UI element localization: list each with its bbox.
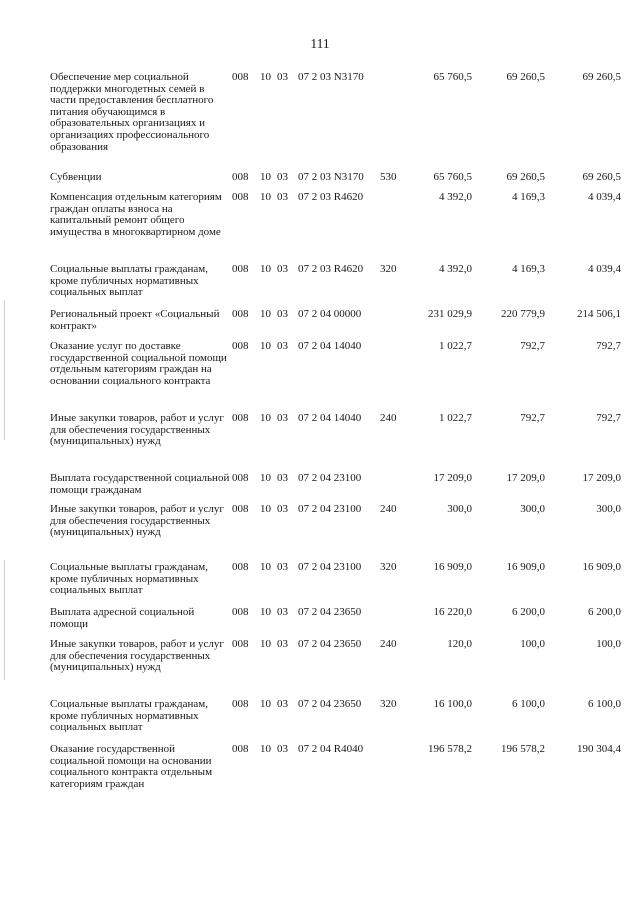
row-description: Оказание услуг по доставке государственной социальной помощи отдельным категориям граждан на основании социального контракта [50,340,227,387]
column-amount-1: 231 029,9 [428,308,472,320]
column-podrazdel: 03 [277,340,288,352]
column-amount-3: 6 200,0 [588,606,621,618]
column-razdel: 10 [260,743,271,755]
column-amount-1: 65 760,5 [433,171,472,183]
column-expense-type: 320 [380,561,397,573]
column-vedomstvo: 008 [232,191,249,203]
row-description: Оказание государственной социальной помощи на основании социального контракта отдельным категориям граждан [50,743,213,790]
column-amount-3: 4 039,4 [588,263,621,275]
column-vedomstvo: 008 [232,698,249,710]
column-target-article: 07 2 04 23100 [298,561,362,573]
column-amount-3: 792,7 [596,340,621,352]
column-razdel: 10 [260,308,271,320]
column-razdel: 10 [260,561,271,573]
column-expense-type: 320 [380,698,397,710]
column-vedomstvo: 008 [232,412,249,424]
column-amount-3: 69 260,5 [582,171,621,183]
column-amount-2: 4 169,3 [512,191,545,203]
column-amount-3: 100,0 [596,638,621,650]
column-expense-type: 240 [380,503,397,515]
column-amount-2: 6 200,0 [512,606,545,618]
column-target-article: 07 2 04 14040 [298,340,362,352]
column-vedomstvo: 008 [232,503,249,515]
column-amount-1: 65 760,5 [433,71,472,83]
column-vedomstvo: 008 [232,472,249,484]
row-description: Иные закупки товаров, работ и услуг для обеспечения государственных (муниципальных) нужд [50,503,224,539]
column-amount-2: 792,7 [520,412,545,424]
column-vedomstvo: 008 [232,340,249,352]
column-podrazdel: 03 [277,191,288,203]
column-razdel: 10 [260,191,271,203]
column-podrazdel: 03 [277,171,288,183]
column-expense-type: 240 [380,638,397,650]
column-vedomstvo: 008 [232,743,249,755]
column-amount-1: 17 209,0 [433,472,472,484]
row-description: Социальные выплаты гражданам, кроме публичных нормативных социальных выплат [50,263,208,299]
row-description: Иные закупки товаров, работ и услуг для обеспечения государственных (муниципальных) нужд [50,412,224,448]
row-description: Компенсация отдельным категориям граждан оплаты взноса на капитальный ремонт общего имущества в многоквартирном доме [50,191,222,238]
column-amount-1: 120,0 [447,638,472,650]
column-target-article: 07 2 03 N3170 [298,171,364,183]
column-amount-1: 16 100,0 [433,698,472,710]
column-amount-1: 1 022,7 [439,412,472,424]
column-vedomstvo: 008 [232,561,249,573]
column-amount-3: 4 039,4 [588,191,621,203]
row-description: Выплата адресной социальной помощи [50,606,195,630]
column-amount-2: 6 100,0 [512,698,545,710]
column-vedomstvo: 008 [232,638,249,650]
column-podrazdel: 03 [277,308,288,320]
column-target-article: 07 2 04 23100 [298,503,362,515]
column-amount-2: 196 578,2 [501,743,545,755]
column-razdel: 10 [260,263,271,275]
column-amount-2: 300,0 [520,503,545,515]
column-amount-2: 100,0 [520,638,545,650]
column-podrazdel: 03 [277,263,288,275]
column-razdel: 10 [260,638,271,650]
column-target-article: 07 2 04 23100 [298,472,362,484]
column-razdel: 10 [260,606,271,618]
column-vedomstvo: 008 [232,263,249,275]
scan-margin-mark [4,300,5,440]
column-razdel: 10 [260,698,271,710]
column-amount-2: 69 260,5 [506,171,545,183]
column-razdel: 10 [260,472,271,484]
column-vedomstvo: 008 [232,71,249,83]
column-amount-3: 792,7 [596,412,621,424]
column-amount-3: 190 304,4 [577,743,621,755]
row-description: Региональный проект «Социальный контракт» [50,308,220,332]
row-description: Иные закупки товаров, работ и услуг для обеспечения государственных (муниципальных) нужд [50,638,224,674]
column-podrazdel: 03 [277,472,288,484]
row-description: Обеспечение мер социальной поддержки многодетных семей в части предоставления бесплатного питания обучающимся в образовательных организациях и организациях профессионального образования [50,71,214,153]
column-amount-2: 16 909,0 [506,561,545,573]
column-expense-type: 240 [380,412,397,424]
column-amount-2: 220 779,9 [501,308,545,320]
column-razdel: 10 [260,71,271,83]
row-description: Субвенции [50,171,102,183]
column-target-article: 07 2 03 R4620 [298,263,364,275]
column-vedomstvo: 008 [232,308,249,320]
column-amount-3: 300,0 [596,503,621,515]
column-amount-3: 6 100,0 [588,698,621,710]
column-podrazdel: 03 [277,503,288,515]
column-target-article: 07 2 04 00000 [298,308,362,320]
row-description: Выплата государственной социальной помощи гражданам [50,472,230,496]
column-amount-1: 16 220,0 [433,606,472,618]
column-target-article: 07 2 04 23650 [298,606,362,618]
column-target-article: 07 2 03 R4620 [298,191,364,203]
column-amount-2: 69 260,5 [506,71,545,83]
row-description: Социальные выплаты гражданам, кроме публичных нормативных социальных выплат [50,698,208,734]
column-vedomstvo: 008 [232,171,249,183]
column-amount-1: 1 022,7 [439,340,472,352]
column-target-article: 07 2 04 R4040 [298,743,364,755]
column-amount-2: 17 209,0 [506,472,545,484]
column-podrazdel: 03 [277,412,288,424]
column-amount-3: 69 260,5 [582,71,621,83]
column-podrazdel: 03 [277,743,288,755]
page-number: 111 [310,36,330,51]
column-podrazdel: 03 [277,638,288,650]
column-amount-1: 4 392,0 [439,263,472,275]
column-podrazdel: 03 [277,606,288,618]
column-target-article: 07 2 03 N3170 [298,71,364,83]
column-target-article: 07 2 04 14040 [298,412,362,424]
column-razdel: 10 [260,171,271,183]
column-amount-1: 16 909,0 [433,561,472,573]
column-target-article: 07 2 04 23650 [298,698,362,710]
column-expense-type: 320 [380,263,397,275]
column-amount-1: 196 578,2 [428,743,472,755]
column-expense-type: 530 [380,171,397,183]
column-amount-3: 214 506,1 [577,308,621,320]
column-amount-2: 4 169,3 [512,263,545,275]
scan-margin-mark [4,560,5,680]
column-vedomstvo: 008 [232,606,249,618]
column-podrazdel: 03 [277,698,288,710]
column-amount-3: 16 909,0 [582,561,621,573]
column-amount-3: 17 209,0 [582,472,621,484]
column-amount-1: 4 392,0 [439,191,472,203]
column-razdel: 10 [260,503,271,515]
column-amount-1: 300,0 [447,503,472,515]
column-razdel: 10 [260,412,271,424]
row-description: Социальные выплаты гражданам, кроме публичных нормативных социальных выплат [50,561,208,597]
column-target-article: 07 2 04 23650 [298,638,362,650]
column-amount-2: 792,7 [520,340,545,352]
column-podrazdel: 03 [277,561,288,573]
column-razdel: 10 [260,340,271,352]
column-podrazdel: 03 [277,71,288,83]
